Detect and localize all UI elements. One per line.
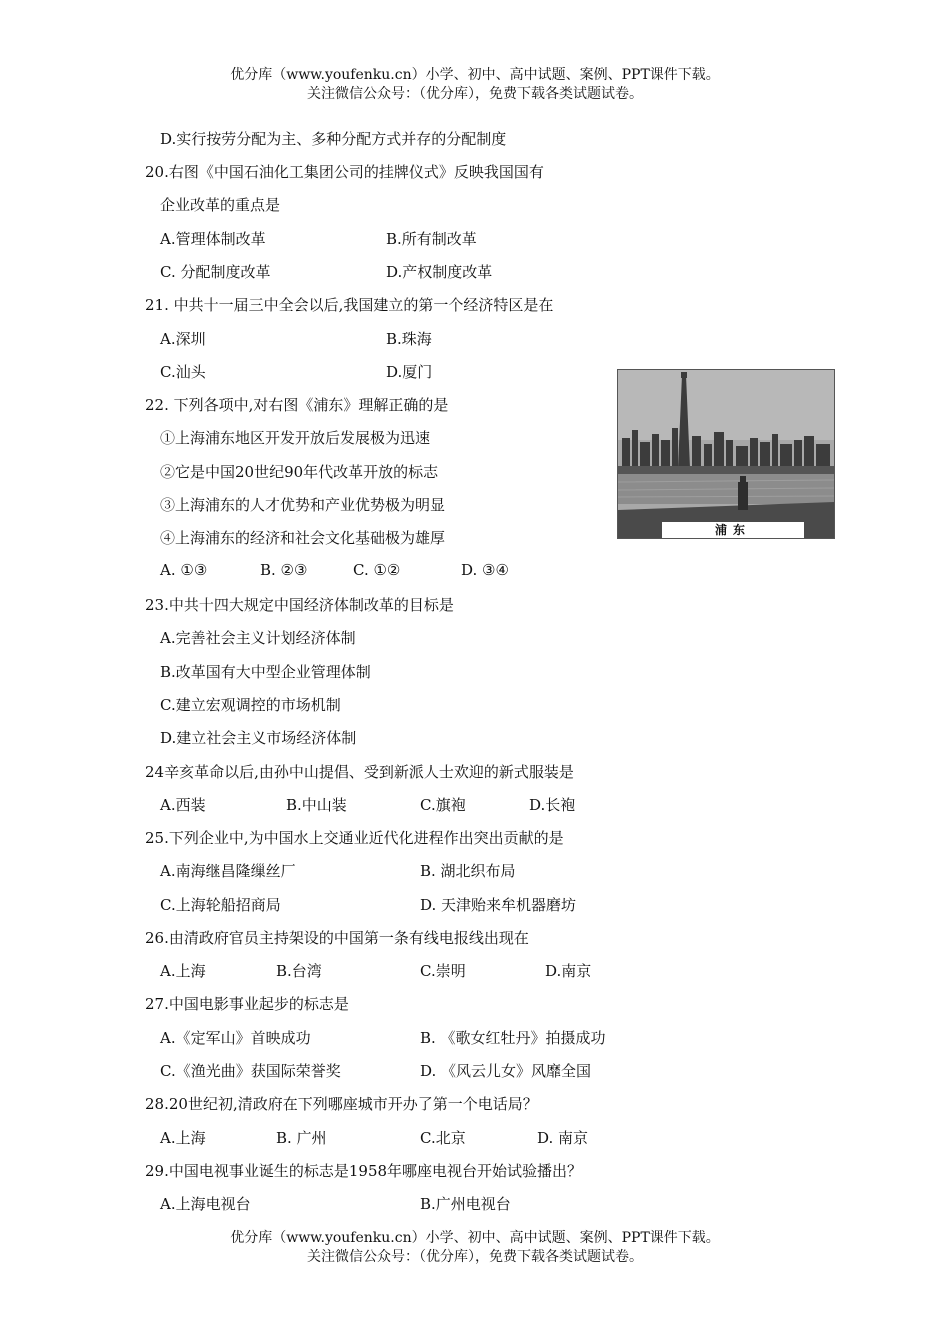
q27-option-c: C.《渔光曲》获国际荣誉奖 [160, 1062, 341, 1080]
q21-option-b: B.珠海 [386, 330, 432, 348]
q22-stem: 22. 下列各项中,对右图《浦东》理解正确的是 [145, 396, 449, 414]
q26-option-b: B.台湾 [276, 962, 322, 980]
q26-option-d: D.南京 [545, 962, 592, 980]
q26-stem: 26.由清政府官员主持架设的中国第一条有线电报线出现在 [145, 929, 529, 947]
q20-option-b: B.所有制改革 [386, 230, 477, 248]
q27-option-b: B. 《歌女红牡丹》拍摄成功 [420, 1029, 606, 1047]
q20-option-c: C. 分配制度改革 [160, 263, 271, 281]
q27-stem: 27.中国电影事业起步的标志是 [145, 995, 349, 1013]
q25-option-b: B. 湖北织布局 [420, 862, 516, 880]
q23-option-a: A.完善社会主义计划经济体制 [160, 629, 356, 647]
q23-option-c: C.建立宏观调控的市场机制 [160, 696, 341, 714]
q28-option-a: A.上海 [160, 1129, 206, 1147]
q20-stem-line-1: 20.右图《中国石油化工集团公司的挂牌仪式》反映我国国有 [145, 163, 544, 181]
q22-item-4: ④上海浦东的经济和社会文化基础极为雄厚 [160, 529, 446, 547]
q21-stem: 21. 中共十一届三中全会以后,我国建立的第一个经济特区是在 [145, 296, 554, 314]
q25-option-d: D. 天津贻来牟机器磨坊 [420, 896, 577, 914]
q22-option-a: A. ①③ [160, 561, 208, 579]
q21-option-d: D.厦门 [386, 363, 433, 381]
q23-stem: 23.中共十四大规定中国经济体制改革的目标是 [145, 596, 454, 614]
pudong-caption: 浦东 [662, 522, 804, 538]
q25-option-a: A.南海继昌隆缫丝厂 [160, 862, 296, 880]
q22-item-3: ③上海浦东的人才优势和产业优势极为明显 [160, 496, 446, 514]
q26-option-c: C.崇明 [420, 962, 466, 980]
q27-option-a: A.《定军山》首映成功 [160, 1029, 311, 1047]
q24-option-b: B.中山装 [286, 796, 347, 814]
footer-line-1: 优分库（www.youfenku.cn）小学、初中、高中试题、案例、PPT课件下载。 [230, 1230, 720, 1246]
q29-stem: 29.中国电视事业诞生的标志是1958年哪座电视台开始试验播出？ [145, 1162, 583, 1180]
q24-option-c: C.旗袍 [420, 796, 466, 814]
q21-option-c: C.汕头 [160, 363, 206, 381]
q28-option-c: C.北京 [420, 1129, 466, 1147]
q24-option-d: D.长袍 [529, 796, 576, 814]
q25-option-c: C.上海轮船招商局 [160, 896, 281, 914]
q22-option-c: C. ①② [353, 561, 401, 579]
footer-line-2: 关注微信公众号：（优分库），免费下载各类试题试卷。 [307, 1249, 643, 1265]
q22-option-b: B. ②③ [260, 561, 308, 579]
q20-option-a: A.管理体制改革 [160, 230, 266, 248]
q24-stem: 24辛亥革命以后,由孙中山提倡、受到新派人士欢迎的新式服装是 [145, 763, 574, 781]
q27-option-d: D. 《风云儿女》风靡全国 [420, 1062, 592, 1080]
q29-option-b: B.广州电视台 [420, 1195, 511, 1213]
q20-option-d: D.产权制度改革 [386, 263, 493, 281]
q28-option-d: D. 南京 [537, 1129, 589, 1147]
q23-option-d: D.建立社会主义市场经济体制 [160, 729, 357, 747]
pudong-skyline-image [618, 370, 834, 538]
q26-option-a: A.上海 [160, 962, 206, 980]
q25-stem: 25.下列企业中,为中国水上交通业近代化进程作出突出贡献的是 [145, 829, 564, 847]
q22-option-d: D. ③④ [461, 561, 509, 579]
q24-option-a: A.西装 [160, 796, 206, 814]
q20-stem-line-2: 企业改革的重点是 [160, 196, 281, 214]
q29-option-a: A.上海电视台 [160, 1195, 251, 1213]
header-line-1: 优分库（www.youfenku.cn）小学、初中、高中试题、案例、PPT课件下载。 [230, 67, 720, 83]
q22-item-2: ②它是中国20世纪90年代改革开放的标志 [160, 463, 439, 481]
q23-option-b: B.改革国有大中型企业管理体制 [160, 663, 371, 681]
q28-option-b: B. 广州 [276, 1129, 327, 1147]
q22-item-1: ①上海浦东地区开发开放后发展极为迅速 [160, 429, 431, 447]
q19-option-d: D.实行按劳分配为主、多种分配方式并存的分配制度 [160, 130, 507, 148]
header-line-2: 关注微信公众号：（优分库），免费下载各类试题试卷。 [307, 86, 643, 102]
q21-option-a: A.深圳 [160, 330, 206, 348]
pudong-photo [617, 369, 835, 539]
q28-stem: 28.20世纪初,清政府在下列哪座城市开办了第一个电话局？ [145, 1095, 538, 1113]
